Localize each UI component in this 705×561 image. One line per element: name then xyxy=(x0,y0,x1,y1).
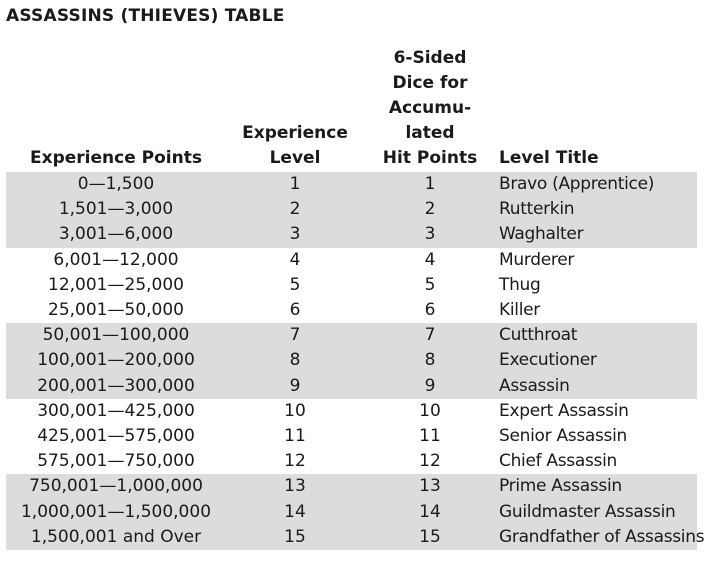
assassins-table xyxy=(6,46,705,550)
table-row xyxy=(6,424,697,449)
level-cell: 8 xyxy=(289,350,301,371)
table-row xyxy=(6,449,697,474)
xp-cell: 1,501—3,000 xyxy=(58,199,174,220)
title-cell: Cutthroat xyxy=(499,325,578,346)
level-cell: 4 xyxy=(289,249,301,270)
hit-dice-cell: 3 xyxy=(424,224,436,245)
row-group-1 xyxy=(6,172,697,248)
hit-dice-cell: 10 xyxy=(419,400,441,421)
xp-cell: 575,001—750,000 xyxy=(37,451,195,472)
table-row xyxy=(6,248,697,273)
title-cell: Guildmaster Assassin xyxy=(499,501,676,522)
hit-dice-cell: 15 xyxy=(419,526,441,547)
row-group-4 xyxy=(6,399,697,475)
table-row xyxy=(6,298,697,323)
level-cell: 5 xyxy=(289,274,301,295)
xp-cell: 200,001—300,000 xyxy=(37,375,195,396)
title-cell: Grandfather of Assassins xyxy=(499,526,705,547)
xp-cell: 100,001—200,000 xyxy=(37,350,195,371)
hit-dice-cell: 1 xyxy=(424,174,436,195)
table-row xyxy=(6,172,697,197)
hit-dice-cell: 12 xyxy=(419,451,441,472)
xp-cell: 6,001—12,000 xyxy=(53,249,179,270)
xp-cell: 1,500,001 and Over xyxy=(30,526,202,547)
table-row xyxy=(6,525,697,550)
table-row xyxy=(6,474,697,499)
title-cell: Rutterkin xyxy=(499,199,575,220)
title-cell: Expert Assassin xyxy=(499,400,629,421)
table-row xyxy=(6,323,697,348)
header-hit-dice: 6-Sided Dice for Accumu- lated Hit Points xyxy=(382,48,478,168)
hit-dice-cell: 9 xyxy=(424,375,436,396)
xp-cell: 50,001—100,000 xyxy=(42,325,190,346)
level-cell: 1 xyxy=(289,174,301,195)
table-row xyxy=(6,197,697,222)
level-cell: 14 xyxy=(284,501,306,522)
row-group-5 xyxy=(6,474,705,550)
row-group-2 xyxy=(6,248,697,324)
xp-cell: 300,001—425,000 xyxy=(37,400,195,421)
xp-cell: 3,001—6,000 xyxy=(58,224,174,245)
hit-dice-cell: 8 xyxy=(424,350,436,371)
xp-cell: 1,000,001—1,500,000 xyxy=(20,501,212,522)
hit-dice-cell: 2 xyxy=(424,199,436,220)
level-cell: 13 xyxy=(284,476,306,497)
hit-dice-cell: 4 xyxy=(424,249,436,270)
table-row xyxy=(6,399,697,424)
page-title: ASSASSINS (THIEVES) TABLE xyxy=(6,6,285,26)
level-cell: 7 xyxy=(289,325,301,346)
level-cell: 2 xyxy=(289,199,301,220)
table-row xyxy=(6,348,697,373)
xp-cell: 12,001—25,000 xyxy=(48,274,184,295)
hit-dice-cell: 7 xyxy=(424,325,436,346)
title-cell: Prime Assassin xyxy=(499,476,622,497)
level-cell: 3 xyxy=(289,224,301,245)
row-group-3 xyxy=(6,323,697,399)
level-cell: 11 xyxy=(284,425,306,446)
title-cell: Assassin xyxy=(499,375,570,396)
header-level-title: Level Title xyxy=(499,148,599,168)
hit-dice-cell: 5 xyxy=(424,274,436,295)
table-header xyxy=(6,46,697,172)
title-cell: Killer xyxy=(499,300,540,321)
hit-dice-cell: 14 xyxy=(419,501,441,522)
title-cell: Bravo (Apprentice) xyxy=(499,174,655,195)
header-experience-level: Experience Level xyxy=(242,123,348,168)
title-cell: Chief Assassin xyxy=(499,451,617,472)
title-cell: Waghalter xyxy=(499,224,584,245)
level-cell: 10 xyxy=(284,400,306,421)
hit-dice-cell: 6 xyxy=(424,300,436,321)
hit-dice-cell: 13 xyxy=(419,476,441,497)
xp-cell: 25,001—50,000 xyxy=(48,300,184,321)
table-row xyxy=(6,222,697,247)
title-cell: Murderer xyxy=(499,249,575,270)
level-cell: 12 xyxy=(284,451,306,472)
title-cell: Executioner xyxy=(499,350,597,371)
table-row xyxy=(6,374,697,399)
level-cell: 6 xyxy=(289,300,301,321)
level-cell: 9 xyxy=(289,375,301,396)
xp-cell: 0—1,500 xyxy=(77,174,155,195)
table-row xyxy=(6,273,697,298)
xp-cell: 750,001—1,000,000 xyxy=(29,476,203,497)
header-experience-points: Experience Points xyxy=(30,148,202,168)
title-cell: Senior Assassin xyxy=(499,425,628,446)
level-cell: 15 xyxy=(284,526,306,547)
title-cell: Thug xyxy=(499,274,541,295)
hit-dice-cell: 11 xyxy=(419,425,441,446)
xp-cell: 425,001—575,000 xyxy=(37,425,195,446)
table-row xyxy=(6,499,697,524)
